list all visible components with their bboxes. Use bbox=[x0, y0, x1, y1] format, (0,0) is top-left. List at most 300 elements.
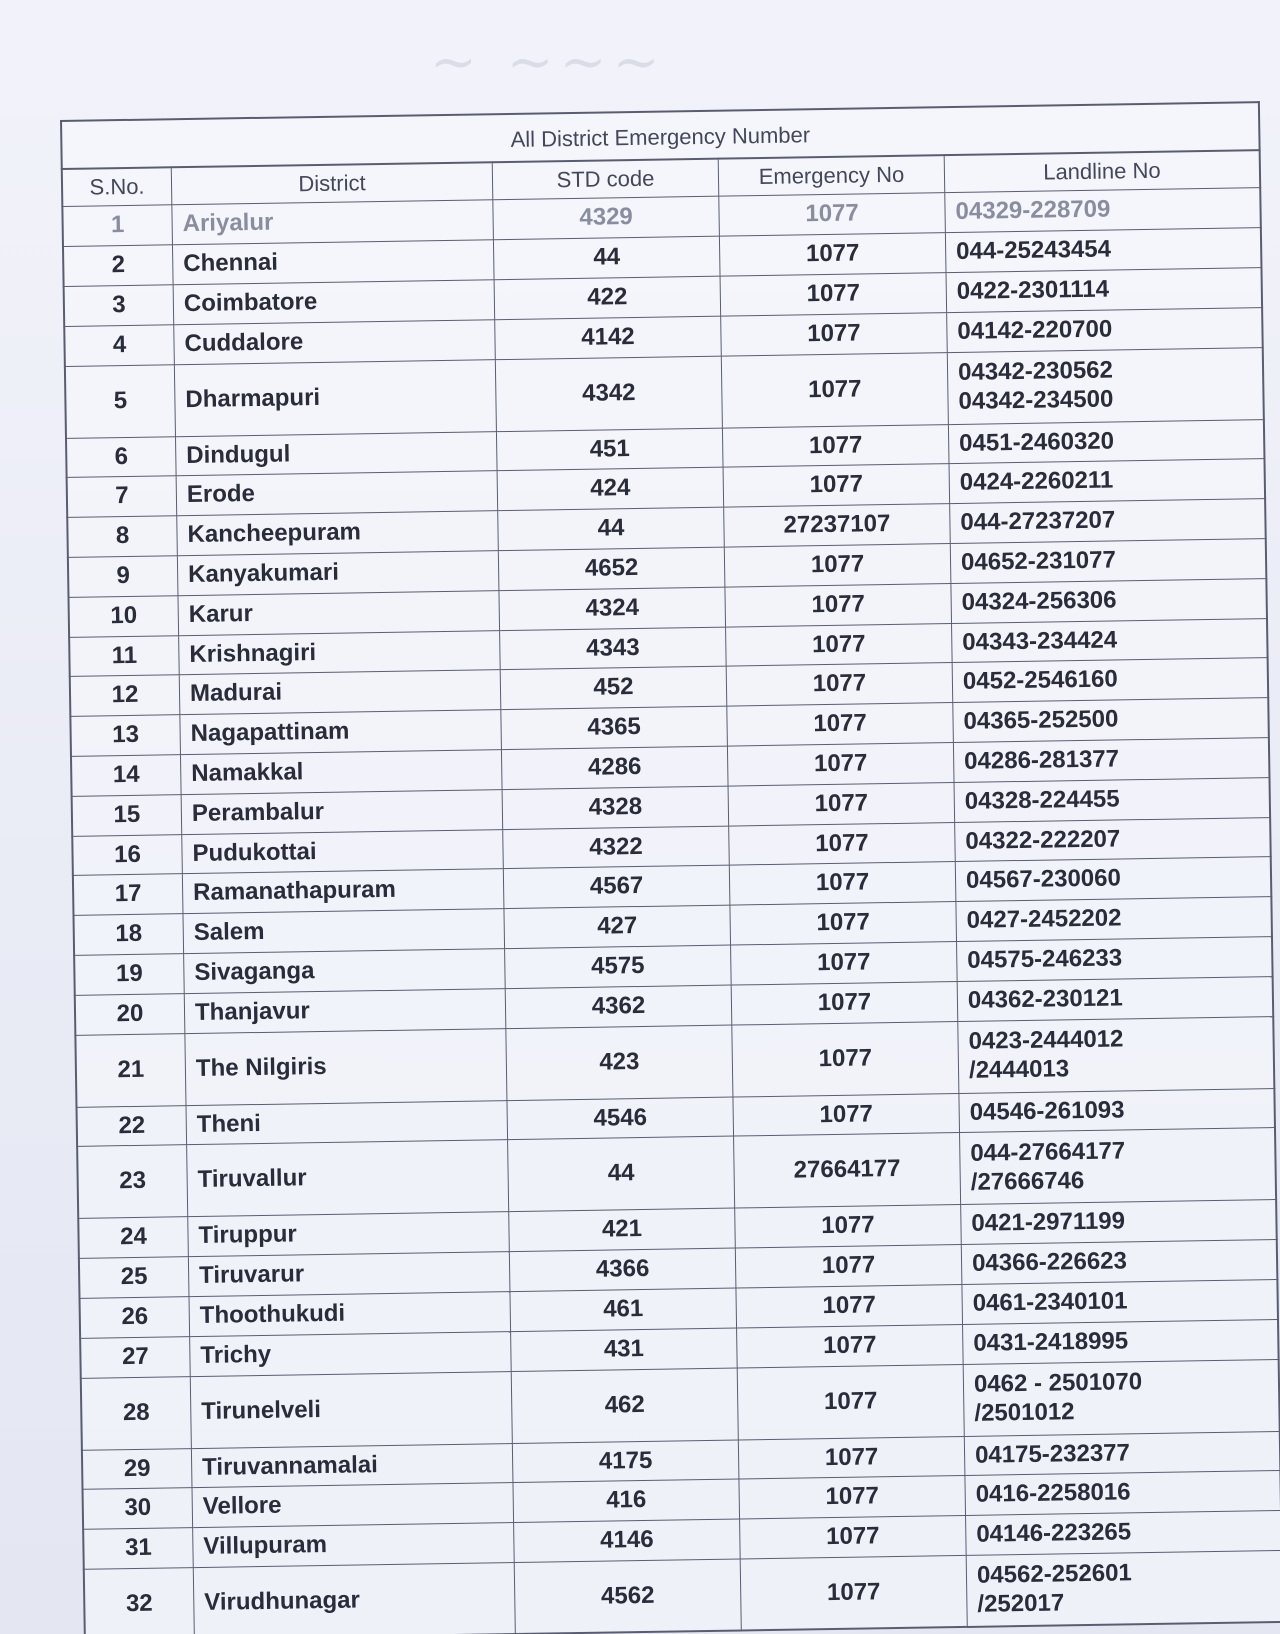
row-district-text: Tiruvarur bbox=[198, 1260, 305, 1290]
row-std-code bbox=[494, 276, 721, 319]
row-sno-text: 15 bbox=[113, 800, 141, 828]
row-landline-no-text: 04567-230060 bbox=[965, 864, 1122, 895]
header-landline-no: Landline No bbox=[944, 150, 1260, 193]
row-emergency-no bbox=[733, 1093, 960, 1136]
row-district bbox=[182, 869, 504, 914]
row-emergency-no-text: 1077 bbox=[816, 908, 871, 937]
row-landline-no-text: 04328-224455 bbox=[964, 785, 1120, 815]
row-emergency-no bbox=[727, 703, 954, 746]
row-sno bbox=[69, 635, 179, 677]
row-sno bbox=[65, 364, 176, 438]
row-sno-text: 1 bbox=[110, 211, 125, 239]
row-district-text: Kancheepuram bbox=[187, 518, 362, 549]
row-emergency-no bbox=[740, 1555, 967, 1631]
row-district bbox=[190, 1371, 512, 1448]
row-sno-text: 11 bbox=[111, 641, 138, 669]
row-sno bbox=[75, 1033, 186, 1107]
row-landline-no-secondary: 04342-234500 bbox=[958, 385, 1114, 415]
row-district-text: Karur bbox=[188, 599, 254, 628]
row-std-code-text: 421 bbox=[601, 1215, 643, 1243]
row-landline-no-text: 0424-2260211 bbox=[959, 466, 1114, 497]
row-emergency-no-text: 1077 bbox=[824, 1442, 879, 1471]
row-landline-no bbox=[954, 777, 1270, 822]
row-emergency-no-text: 1077 bbox=[816, 948, 871, 977]
row-std-code bbox=[500, 627, 727, 670]
row-std-code bbox=[501, 706, 728, 749]
row-landline-no bbox=[965, 1471, 1280, 1516]
row-sno-text: 27 bbox=[121, 1342, 149, 1370]
row-landline-no-text: 044-25243454 bbox=[955, 235, 1112, 266]
row-emergency-no bbox=[722, 424, 949, 467]
row-district bbox=[175, 431, 497, 476]
row-sno-text: 9 bbox=[116, 561, 131, 590]
row-landline-no-text: 0416-2258016 bbox=[975, 1478, 1131, 1509]
row-landline-no-text: 0462 - 2501070 bbox=[973, 1368, 1143, 1399]
row-std-code-text: 4142 bbox=[581, 322, 635, 351]
row-sno bbox=[68, 556, 178, 598]
row-landline-no-text: 044-27237207 bbox=[960, 506, 1116, 537]
row-std-code bbox=[500, 666, 727, 709]
row-std-code-text: 4286 bbox=[587, 752, 642, 781]
header-emergency-no: Emergency No bbox=[718, 155, 945, 196]
row-district-text: Villupuram bbox=[203, 1531, 328, 1561]
row-district bbox=[180, 710, 502, 755]
row-std-code bbox=[508, 1136, 735, 1212]
row-emergency-no bbox=[729, 822, 956, 865]
table-title: All District Emergency Number bbox=[60, 101, 1261, 168]
row-emergency-no-text: 1077 bbox=[818, 1043, 873, 1072]
row-emergency-no bbox=[735, 1245, 962, 1288]
row-sno bbox=[73, 874, 183, 916]
row-sno-text: 6 bbox=[114, 442, 129, 470]
header-std-code: STD code bbox=[492, 159, 719, 200]
row-emergency-no-text: 1077 bbox=[815, 828, 869, 857]
row-district bbox=[173, 280, 495, 325]
row-landline-no-text: 04324-256306 bbox=[961, 586, 1117, 616]
row-sno bbox=[64, 325, 174, 367]
row-std-code-text: 4175 bbox=[598, 1446, 653, 1475]
row-std-code bbox=[493, 236, 720, 279]
row-std-code bbox=[512, 1440, 739, 1483]
row-district-text: Pudukottai bbox=[192, 837, 317, 867]
row-landline-no-text: 0423-2444012 bbox=[968, 1025, 1124, 1056]
row-landline-no-text: 0421-2971199 bbox=[971, 1207, 1126, 1238]
row-emergency-no bbox=[737, 1324, 964, 1367]
row-district bbox=[191, 1443, 513, 1488]
row-emergency-no-text: 1077 bbox=[815, 868, 870, 897]
row-landline-no bbox=[958, 1016, 1275, 1093]
row-emergency-no bbox=[732, 1021, 959, 1097]
row-sno bbox=[63, 245, 173, 287]
row-emergency-no-text: 1077 bbox=[825, 1482, 880, 1511]
row-emergency-no-text: 1077 bbox=[808, 431, 863, 459]
row-std-code-text: 4366 bbox=[595, 1255, 650, 1283]
row-std-code bbox=[510, 1288, 737, 1331]
row-std-code bbox=[506, 1025, 733, 1101]
row-district bbox=[193, 1523, 515, 1568]
row-landline-no-text: 04175-232377 bbox=[974, 1438, 1131, 1469]
row-std-code-text: 427 bbox=[596, 912, 638, 940]
row-landline-no bbox=[961, 1200, 1277, 1245]
row-std-code bbox=[511, 1328, 738, 1371]
row-landline-no-text: 04286-281377 bbox=[963, 745, 1120, 775]
row-emergency-no-text: 1077 bbox=[825, 1522, 880, 1551]
row-std-code-text: 4329 bbox=[579, 203, 633, 232]
row-sno-text: 3 bbox=[112, 290, 126, 319]
row-district bbox=[174, 319, 496, 364]
row-emergency-no-text: 1077 bbox=[821, 1211, 875, 1240]
row-sno bbox=[74, 954, 184, 996]
row-district bbox=[188, 1212, 510, 1257]
row-emergency-no-text: 1077 bbox=[807, 319, 861, 348]
row-sno bbox=[83, 1528, 193, 1570]
row-emergency-no bbox=[739, 1476, 966, 1519]
row-landline-no bbox=[949, 459, 1265, 504]
row-sno-text: 20 bbox=[116, 999, 144, 1027]
row-sno bbox=[70, 675, 180, 717]
row-sno-text: 25 bbox=[120, 1262, 148, 1291]
row-landline-no-secondary: /252017 bbox=[977, 1589, 1065, 1618]
row-landline-no-text: 04362-230121 bbox=[967, 984, 1123, 1014]
row-landline-no-text: 0452-2546160 bbox=[962, 665, 1118, 696]
row-sno-text: 2 bbox=[111, 251, 126, 279]
row-sno bbox=[82, 1448, 192, 1490]
row-std-code bbox=[493, 197, 720, 240]
row-district-text: Perambalur bbox=[191, 797, 325, 827]
row-landline-no-secondary: /2444013 bbox=[968, 1055, 1070, 1084]
row-sno-text: 26 bbox=[121, 1302, 149, 1331]
row-sno bbox=[70, 715, 180, 757]
row-district bbox=[186, 1100, 508, 1145]
row-std-code bbox=[509, 1208, 736, 1251]
table-body bbox=[62, 188, 1280, 1634]
row-emergency-no bbox=[721, 352, 948, 428]
row-district-text: Dindugul bbox=[186, 440, 291, 469]
row-district bbox=[187, 1140, 509, 1217]
row-std-code-text: 4567 bbox=[589, 872, 644, 901]
row-std-code bbox=[505, 945, 732, 988]
row-landline-no-secondary: /27666746 bbox=[970, 1166, 1085, 1196]
row-district-text: Vellore bbox=[202, 1492, 282, 1521]
row-district bbox=[180, 750, 502, 795]
row-emergency-no-text: 1077 bbox=[826, 1578, 881, 1606]
row-std-code bbox=[511, 1368, 738, 1444]
row-district bbox=[193, 1562, 515, 1634]
row-landline-no bbox=[947, 307, 1263, 352]
row-std-code bbox=[501, 746, 728, 789]
row-sno bbox=[79, 1257, 189, 1299]
row-landline-no-text: 0427-2452202 bbox=[966, 904, 1122, 934]
row-landline-no bbox=[963, 1359, 1280, 1436]
row-district-text: Tiruvallur bbox=[197, 1164, 307, 1194]
row-landline-no-text: 0431-2418995 bbox=[973, 1327, 1129, 1357]
row-landline-no-text: 04562-252601 bbox=[976, 1559, 1132, 1590]
row-sno bbox=[72, 834, 182, 876]
row-std-code bbox=[507, 1097, 734, 1140]
row-emergency-no bbox=[720, 273, 947, 316]
row-landline-no bbox=[956, 897, 1272, 942]
row-std-code-text: 4322 bbox=[589, 832, 643, 861]
row-district bbox=[174, 359, 496, 436]
row-district bbox=[177, 551, 499, 596]
row-emergency-no-text: 1077 bbox=[819, 1099, 874, 1128]
row-emergency-no bbox=[729, 862, 956, 905]
row-sno bbox=[84, 1567, 195, 1634]
row-std-code bbox=[496, 428, 723, 471]
row-district bbox=[179, 630, 501, 675]
row-sno bbox=[80, 1336, 190, 1378]
row-landline-no-text: 0461-2340101 bbox=[972, 1287, 1128, 1317]
row-std-code-text: 4343 bbox=[585, 633, 640, 662]
row-sno-text: 5 bbox=[113, 386, 128, 414]
row-landline-no-text: 04342-230562 bbox=[957, 356, 1114, 387]
row-std-code-text: 462 bbox=[604, 1390, 645, 1419]
row-landline-no-text: 04365-252500 bbox=[963, 705, 1119, 736]
row-district-text: Trichy bbox=[200, 1340, 272, 1369]
row-std-code-text: 4146 bbox=[599, 1525, 654, 1554]
row-landline-no-text: 04146-223265 bbox=[976, 1518, 1132, 1548]
row-emergency-no-text: 1077 bbox=[805, 239, 860, 268]
row-landline-no bbox=[963, 1319, 1279, 1364]
row-district bbox=[190, 1331, 512, 1376]
row-landline-no bbox=[948, 419, 1264, 464]
row-landline-no bbox=[955, 857, 1271, 902]
row-sno-text: 19 bbox=[115, 959, 143, 988]
row-district-text: Tiruvannamalai bbox=[201, 1450, 379, 1481]
row-emergency-no-text: 1077 bbox=[811, 590, 866, 619]
row-district-text: Thanjavur bbox=[194, 996, 310, 1026]
row-landline-no bbox=[946, 268, 1262, 313]
row-sno bbox=[68, 595, 178, 637]
row-emergency-no-text: 1077 bbox=[806, 279, 861, 308]
row-emergency-no bbox=[725, 583, 952, 626]
row-emergency-no-text: 1077 bbox=[812, 669, 867, 698]
row-emergency-no-text: 27664177 bbox=[793, 1155, 901, 1185]
row-district-text: Erode bbox=[186, 480, 256, 509]
row-landline-no bbox=[953, 698, 1269, 743]
row-sno-text: 23 bbox=[119, 1167, 147, 1195]
row-emergency-no bbox=[728, 782, 955, 825]
row-district-text: Tiruppur bbox=[198, 1220, 297, 1250]
row-district bbox=[192, 1483, 514, 1528]
row-emergency-no-text: 1077 bbox=[807, 375, 862, 403]
row-sno bbox=[62, 205, 172, 247]
row-emergency-no bbox=[724, 504, 951, 547]
row-district bbox=[172, 200, 494, 245]
row-district bbox=[188, 1252, 510, 1297]
row-emergency-no bbox=[719, 233, 946, 276]
row-std-code-text: 4652 bbox=[584, 553, 639, 582]
row-emergency-no-text: 1077 bbox=[814, 789, 869, 817]
row-sno-text: 14 bbox=[112, 760, 140, 789]
row-emergency-no-text: 1077 bbox=[809, 470, 864, 499]
header-district: District bbox=[171, 162, 493, 205]
row-emergency-no-text: 1077 bbox=[817, 988, 872, 1016]
row-std-code bbox=[503, 865, 730, 908]
row-sno-text: 16 bbox=[113, 840, 142, 868]
row-landline-no bbox=[945, 228, 1261, 273]
row-sno bbox=[72, 794, 182, 836]
row-sno bbox=[75, 993, 185, 1035]
row-district-text: Theni bbox=[196, 1109, 261, 1138]
row-district bbox=[189, 1291, 511, 1336]
row-district bbox=[183, 909, 505, 954]
row-landline-no bbox=[959, 1088, 1275, 1133]
row-std-code-text: 4575 bbox=[590, 951, 645, 980]
row-emergency-no bbox=[719, 193, 946, 236]
row-emergency-no bbox=[731, 981, 958, 1024]
row-landline-no-text: 04546-261093 bbox=[969, 1095, 1125, 1126]
row-district-text: Thoothukudi bbox=[199, 1299, 346, 1329]
row-sno-text: 28 bbox=[122, 1398, 150, 1426]
row-std-code bbox=[513, 1479, 740, 1522]
row-sno bbox=[81, 1376, 192, 1450]
row-landline-no bbox=[952, 658, 1268, 703]
row-emergency-no-text: 1077 bbox=[813, 749, 868, 778]
row-std-code bbox=[504, 905, 731, 948]
row-district bbox=[181, 789, 503, 834]
row-district bbox=[184, 988, 506, 1033]
row-landline-no-text: 04575-246233 bbox=[967, 944, 1123, 974]
row-district bbox=[178, 590, 500, 635]
row-district bbox=[184, 949, 506, 994]
row-landline-no bbox=[961, 1240, 1277, 1285]
row-sno-text: 31 bbox=[124, 1533, 152, 1562]
row-std-code bbox=[514, 1559, 741, 1634]
row-landline-no-text: 044-27664177 bbox=[970, 1137, 1126, 1167]
row-landline-no bbox=[947, 347, 1264, 424]
row-district-text: Ramanathapuram bbox=[192, 876, 397, 907]
row-sno-text: 10 bbox=[110, 601, 138, 630]
row-district-text: Namakkal bbox=[191, 758, 304, 787]
row-landline-no-text: 0451-2460320 bbox=[958, 427, 1115, 457]
row-emergency-no bbox=[726, 623, 953, 666]
row-sno-text: 7 bbox=[115, 482, 129, 510]
row-landline-no-text: 0422-2301114 bbox=[956, 275, 1110, 305]
row-district-text: The Nilgiris bbox=[195, 1052, 327, 1082]
row-emergency-no-text: 1077 bbox=[822, 1331, 877, 1359]
row-sno-text: 22 bbox=[118, 1111, 146, 1139]
row-district-text: Sivaganga bbox=[194, 957, 315, 986]
row-emergency-no-text: 1077 bbox=[805, 199, 859, 228]
row-std-code-text: 424 bbox=[590, 474, 631, 503]
row-std-code bbox=[509, 1248, 736, 1291]
row-std-code-text: 461 bbox=[603, 1294, 644, 1323]
row-std-code-text: 44 bbox=[597, 514, 625, 542]
row-sno bbox=[80, 1297, 190, 1339]
row-std-code-text: 44 bbox=[593, 243, 621, 271]
row-district-text: Kanyakumari bbox=[187, 558, 340, 589]
row-emergency-no bbox=[721, 312, 948, 355]
show-through-marks: ~ ~~~ bbox=[430, 30, 666, 95]
row-sno-text: 21 bbox=[117, 1055, 145, 1083]
row-std-code bbox=[497, 468, 724, 511]
row-std-code-text: 4342 bbox=[581, 378, 636, 407]
row-emergency-no-text: 1077 bbox=[811, 629, 866, 658]
row-sno bbox=[77, 1145, 188, 1219]
row-district-text: Salem bbox=[193, 918, 265, 947]
row-emergency-no bbox=[726, 663, 953, 706]
row-emergency-no bbox=[734, 1133, 961, 1209]
row-sno-text: 13 bbox=[112, 720, 140, 749]
row-sno bbox=[67, 516, 177, 558]
row-sno bbox=[67, 476, 177, 518]
row-std-code bbox=[503, 826, 730, 869]
row-landline-no bbox=[966, 1550, 1280, 1627]
row-landline-no bbox=[960, 1128, 1277, 1205]
row-std-code-text: 4324 bbox=[585, 593, 640, 622]
row-std-code-text: 4362 bbox=[591, 991, 646, 1020]
row-landline-no-text: 04329-228709 bbox=[955, 195, 1111, 226]
row-district-text: Dharmapuri bbox=[185, 383, 321, 413]
row-sno-text: 29 bbox=[123, 1454, 151, 1482]
row-sno-text: 24 bbox=[119, 1223, 148, 1251]
row-sno bbox=[64, 285, 174, 327]
row-district bbox=[176, 471, 498, 516]
row-emergency-no-text: 27237107 bbox=[783, 510, 891, 539]
row-std-code-text: 431 bbox=[603, 1334, 645, 1363]
row-sno bbox=[66, 436, 176, 478]
row-district bbox=[179, 670, 501, 715]
row-sno-text: 12 bbox=[111, 681, 139, 709]
row-district-text: Chennai bbox=[183, 248, 279, 278]
row-std-code bbox=[495, 316, 722, 359]
row-landline-no bbox=[955, 817, 1271, 862]
row-landline-no bbox=[950, 499, 1266, 544]
row-sno bbox=[83, 1488, 193, 1530]
row-std-code-text: 422 bbox=[587, 283, 628, 311]
row-sno bbox=[73, 914, 183, 956]
row-sno-text: 18 bbox=[115, 919, 143, 948]
row-landline-no-text: 04343-234424 bbox=[962, 626, 1118, 656]
row-sno-text: 17 bbox=[114, 880, 142, 908]
row-emergency-no bbox=[737, 1364, 964, 1440]
row-std-code bbox=[505, 985, 732, 1028]
row-emergency-no bbox=[724, 544, 951, 587]
row-landline-no-text: 04142-220700 bbox=[957, 315, 1113, 345]
row-landline-no bbox=[962, 1279, 1278, 1324]
row-landline-no bbox=[964, 1431, 1280, 1476]
row-landline-no bbox=[945, 188, 1261, 233]
row-emergency-no-text: 1077 bbox=[813, 709, 867, 738]
row-landline-no-secondary: /2501012 bbox=[974, 1398, 1075, 1427]
row-landline-no bbox=[951, 578, 1267, 623]
row-district bbox=[177, 511, 499, 556]
row-std-code-text: 4328 bbox=[588, 792, 643, 821]
row-std-code-text: 4546 bbox=[593, 1103, 648, 1132]
emergency-table-sheet bbox=[60, 101, 1280, 1634]
row-landline-no bbox=[957, 937, 1273, 982]
row-landline-no bbox=[952, 618, 1268, 663]
row-std-code bbox=[499, 587, 726, 630]
row-sno bbox=[78, 1217, 188, 1259]
row-sno-text: 4 bbox=[112, 330, 127, 358]
row-district-text: Cuddalore bbox=[184, 327, 304, 357]
row-emergency-no bbox=[740, 1516, 967, 1559]
row-emergency-no bbox=[731, 941, 958, 984]
row-emergency-no-text: 1077 bbox=[821, 1251, 876, 1280]
row-district bbox=[182, 829, 504, 874]
row-emergency-no-text: 1077 bbox=[823, 1386, 878, 1415]
row-district-text: Madurai bbox=[189, 678, 283, 708]
row-std-code-text: 416 bbox=[606, 1486, 647, 1514]
row-emergency-no-text: 1077 bbox=[822, 1291, 877, 1320]
row-std-code-text: 44 bbox=[607, 1159, 635, 1187]
row-landline-no bbox=[950, 539, 1266, 584]
row-std-code-text: 4562 bbox=[600, 1581, 655, 1610]
row-emergency-no bbox=[738, 1436, 965, 1479]
row-std-code bbox=[495, 356, 722, 432]
